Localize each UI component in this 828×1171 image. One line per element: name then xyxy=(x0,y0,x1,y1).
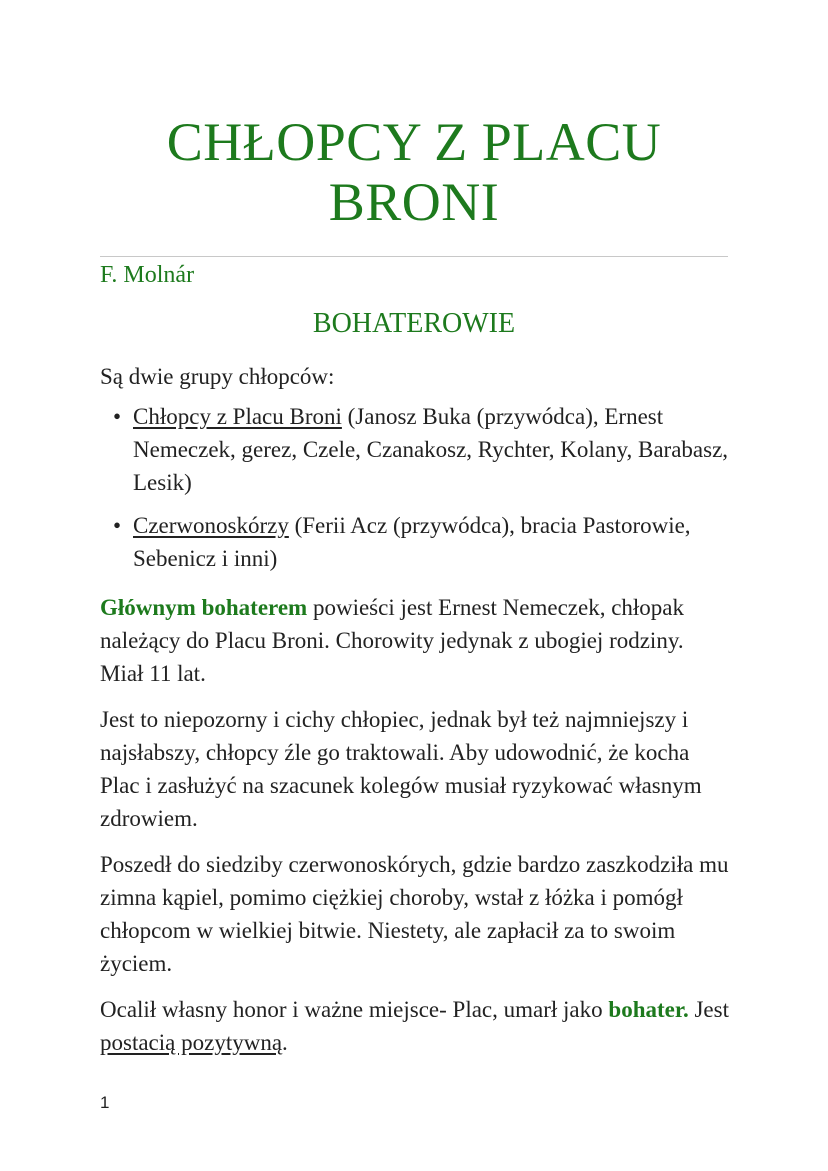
section-heading: BOHATEROWIE xyxy=(312,308,516,339)
title-line-2: BRONI xyxy=(328,172,500,232)
paragraph-text: Ocalił własny honor i ważne miejsce- Plac, umarł jako xyxy=(100,997,609,1022)
bullet-icon: • xyxy=(112,513,122,538)
group-members: (Ferii Acz (przywódca), bracia Pastorowie, Sebenicz i inni) xyxy=(133,513,691,571)
group-name: Chłopcy z Placu Broni xyxy=(133,404,342,429)
group-name: Czerwonoskórzy xyxy=(133,513,289,538)
group-members: (Janosz Buka (przywódca), Ernest Nemeczek, gerez, Czele, Czanakosz, Rychter, Kolany, Barabasz, Lesik) xyxy=(133,404,729,495)
paragraph-text: Jest xyxy=(688,997,729,1022)
intro-paragraph: Są dwie grupy chłopców: xyxy=(100,364,335,389)
bold-phrase: Głównym bohaterem xyxy=(100,595,308,620)
paragraph-main-hero xyxy=(100,591,732,690)
paragraph-text: . xyxy=(282,1030,288,1055)
groups-list xyxy=(100,400,732,585)
list-item xyxy=(100,509,732,575)
paragraph-honor xyxy=(100,993,732,1059)
page-number: 1 xyxy=(100,1093,110,1112)
paragraph-character: Jest to niepozorny i cichy chłopiec, jednak był też najmniejszy i najsłabszy, chłopcy źle go traktowali. Aby udowodnić, że kocha Plac i zasłużyć na szacunek kolegów musiał ryzykować własnym zdrowiem. xyxy=(100,707,702,831)
author-name: F. Molnár xyxy=(100,262,195,288)
title-divider xyxy=(100,256,728,257)
title-line-1: CHŁOPCY Z PLACU xyxy=(166,112,662,172)
paragraph-text: powieści jest Ernest Nemeczek, chłopak należący do Placu Broni. Chorowity jedynak z ubogiej rodziny. Miał 11 lat. xyxy=(100,595,685,686)
document-title xyxy=(100,112,728,232)
bullet-icon: • xyxy=(112,404,122,429)
list-item xyxy=(100,400,732,499)
paragraph-battle: Poszedł do siedziby czerwonoskórych, gdzie bardzo zaszkodziła mu zimna kąpiel, pomimo ciężkiej choroby, wstał z łóżka i pomógł chłopcom w wielkiej bitwie. Niestety, ale zapłacił za to swoim życiem. xyxy=(100,852,729,976)
bold-phrase: bohater. xyxy=(608,997,689,1022)
underlined-phrase: postacią pozytywną xyxy=(100,1030,283,1055)
